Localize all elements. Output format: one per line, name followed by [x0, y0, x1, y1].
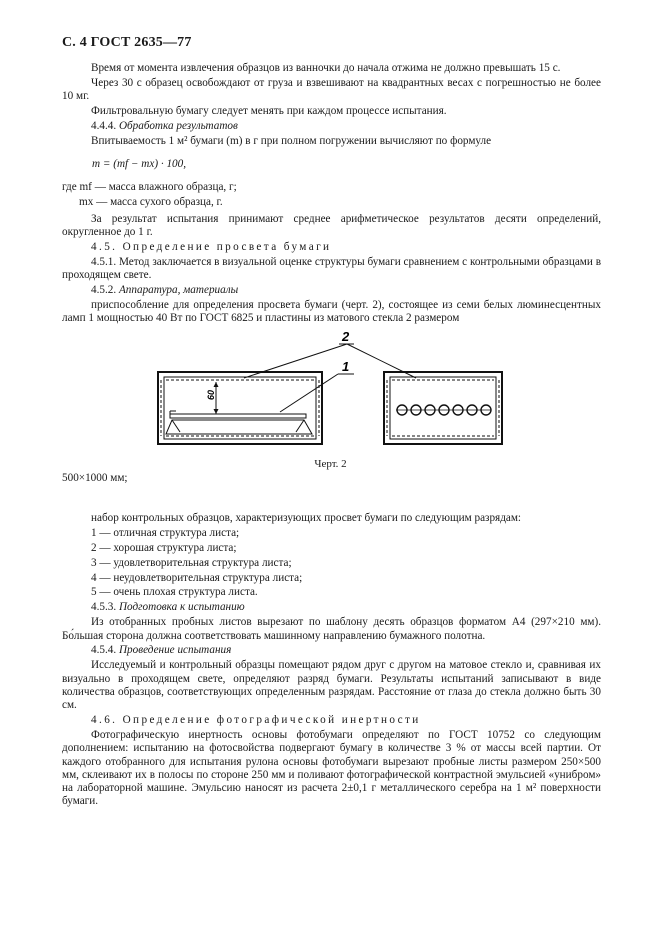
grade-item: 4 — неудовлетворительная структура листа; — [91, 571, 303, 584]
figure-caption: Черт. 2 — [314, 458, 347, 470]
grade-item: 2 — хорошая структура листа; — [91, 541, 237, 554]
paragraph-4-5-1: 4.5.1. Метод заключается в визуальной оценке структуры бумаги сравнением с контрольными образцами в проходящем свете. — [62, 255, 601, 282]
section-4-5-4 — [62, 644, 601, 657]
paragraph-4-5-4: Исследуемый и контрольный образцы помещают рядом друг с другом на матовое стекло и, сравнивая их визуально в проходящем свете, определяют разряд бумаги. Результаты испытаний записывают в виде количества образцов, соответствующих определенным разрядам. Расстояние от глаза до стекла должно быть 30 см. — [62, 659, 601, 712]
paragraph-device: приспособление для определения просвета бумаги (черт. 2), состоящее из семи белых люминесцентных ламп 1 мощностью 40 Вт по ГОСТ 6825 и пластины из матового стекла 2 размером — [62, 298, 601, 325]
section-title: Обработка результатов — [118, 119, 238, 132]
text-block-upper — [62, 62, 601, 327]
section-title: Проведение испытания — [118, 644, 232, 657]
page-header: С. 4 ГОСТ 2635—77 — [62, 35, 192, 50]
section-4-5-3 — [62, 601, 601, 614]
dimension-label: 60 — [206, 389, 216, 400]
section-number: 4.5.3. — [91, 601, 117, 614]
paragraph-wait-time: Время от момента извлечения образцов из ванночки до начала отжима не должно превышать 15 с. — [91, 62, 561, 74]
where-dry-mass: mx — масса сухого образца, г. — [79, 196, 223, 209]
section-4-6-heading: 4.6. Определение фотографической инертности — [91, 714, 421, 727]
section-number: 4.4.4. — [91, 119, 117, 132]
figure-label-2: 2 — [342, 329, 350, 344]
section-number: 4.5.2. — [91, 283, 117, 296]
section-4-4-4 — [62, 120, 601, 133]
paragraph-weighing: Через 30 с образец освобождают от груза и взвешивают на квадрантных весах с погрешностью не более 10 мг. — [62, 76, 601, 103]
paragraph-4-5-3: Из отобранных пробных листов вырезают по шаблону десять образцов форматом A4 (297×210 мм). Бо́льшая сторона должна соответствовать машинному направлению бумажного полотна. — [62, 616, 601, 642]
figure-label-1: 1 — [342, 359, 350, 374]
section-title: Подготовка к испытанию — [118, 601, 245, 614]
grade-item: 3 — удовлетворительная структура листа; — [91, 556, 292, 569]
text-block-lower — [62, 512, 601, 810]
paragraph-4-6: Фотографическую инертность основы фотобумаги определяют по ГОСТ 10752 со следующим дополнением: испытанию на фотосвойства подвергают бумагу в количестве 3 % от массы всей партии. От каждого отобранного для испытания рулона основы фотобумаги вырезают пробные листы размером 250×500 мм, склеивают их в полосы по стороне 250 мм и поливают фотографической контрастной эмульсией «унибром» на лабораторной машине. Эмульсию наносят из расчета 2±0,1 г металлического серебра на 1 м² поверхности бумаги. — [62, 728, 601, 808]
size-line-block — [62, 472, 601, 487]
plate-size: 500×1000 мм; — [62, 472, 128, 484]
paragraph-filter-paper: Фильтровальную бумагу следует менять при каждом процессе испытания. — [91, 105, 447, 118]
light-box-side-view — [158, 372, 354, 444]
where-wet-mass: где mf — масса влажного образца, г; — [62, 181, 237, 194]
section-4-5-2 — [62, 284, 601, 297]
grade-item: 5 — очень плохая структура листа. — [91, 586, 258, 599]
section-number: 4.5.4. — [91, 644, 117, 657]
figure-drawing-2 — [150, 328, 510, 452]
paragraph-control-set: набор контрольных образцов, характеризующих просвет бумаги по следующим разрядам: — [91, 512, 522, 524]
section-4-5-heading: 4.5. Определение просвета бумаги — [91, 240, 332, 253]
light-box-front-view — [384, 372, 502, 444]
paragraph-absorbency: Впитываемость 1 м² бумаги (m) в г при полном погружении вычисляют по формуле — [91, 134, 492, 147]
section-title: Аппаратура, материалы — [118, 283, 239, 296]
grade-item: 1 — отличная структура листа; — [91, 526, 240, 539]
formula: m = (mf − mx) · 100, — [92, 158, 187, 171]
paragraph-result: За результат испытания принимают среднее арифметическое результатов десяти определений, округленное до 1 г. — [62, 212, 601, 238]
